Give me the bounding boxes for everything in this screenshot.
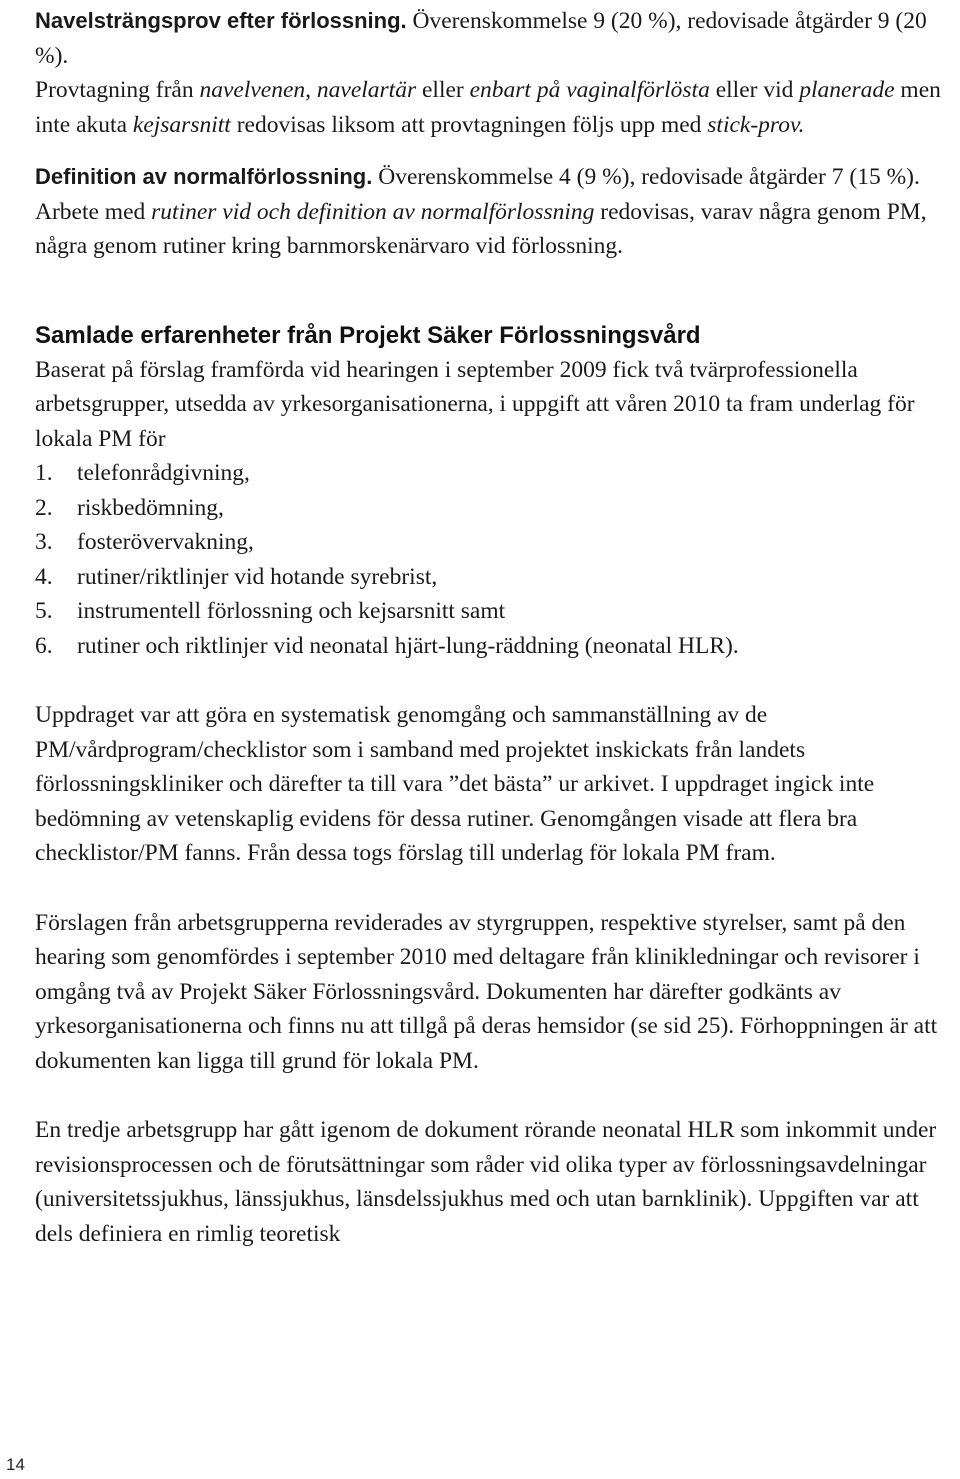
list-item	[35, 525, 960, 560]
navel-body-text: Provtagning från	[35, 77, 200, 103]
navel-body-italic: enbart på vaginalförlösta	[469, 77, 710, 103]
list-item-text: rutiner och riktlinjer vid neonatal hjärt-lung-räddning (neonatal HLR).	[77, 632, 739, 659]
definition-section-title: Definition av normalförlossning.	[35, 164, 373, 189]
document-page	[35, 4, 960, 1251]
body-paragraph-proposals: Förslagen från arbetsgrupperna reviderades av styrgruppen, respektive styrelser, samt på den hearing som genomfördes i september 2010 med deltagare från klinikledningar och revisorer i omgång två av Projekt Säker Förlossningsvård. Dokumenten har därefter godkänts av yrkesorganisationerna och finns nu att tillgå på deras hemsidor (se sid 25). Förhoppningen är att dokumenten kan ligga till grund för lokala PM.	[35, 909, 938, 1074]
navel-body-text: men inte akuta	[35, 77, 941, 138]
body-paragraph-assignment: Uppdraget var att göra en systematisk genomgång och sammanställning av de PM/vårdprogram/checklistor som i samband med projektet inskickats från landets förlossningskliniker och därefter ta till vara ”det bästa” ur arkivet. I uppdraget ingick inte bedömning av vetenskaplig evidens för dessa rutiner. Genomgången visade att flera bra checklistor/PM fanns. Från dessa togs förslag till underlag för lokala PM fram.	[35, 702, 875, 866]
page-number: 14	[6, 1455, 25, 1474]
definition-body-text: redovisas, varav några genom PM, några genom rutiner kring barnmorskenärvaro vid förlossning.	[35, 198, 927, 259]
navel-body-italic: planerade	[799, 77, 895, 103]
list-item-number: 2.	[35, 494, 53, 521]
pm-topic-list	[35, 456, 960, 663]
definition-paragraph-body	[35, 195, 960, 264]
list-item-number: 1.	[35, 460, 53, 486]
list-item	[35, 456, 960, 491]
navel-body-italic: navelvenen, navelartär	[199, 77, 417, 103]
list-item-text: fosterövervakning,	[77, 529, 254, 555]
navel-section-title: Navelsträngsprov efter förlossning.	[35, 8, 407, 33]
list-item-number: 3.	[35, 529, 53, 555]
list-item-number: 5.	[35, 598, 53, 624]
list-item	[35, 491, 960, 526]
list-item-text: telefonrådgivning,	[77, 460, 250, 486]
list-item-text: riskbedömning,	[77, 494, 224, 521]
body-paragraph-third-group: En tredje arbetsgrupp har gått igenom de dokument rörande neonatal HLR som inkommit under revisionsprocessen och de förutsättningar som råder vid olika typer av förlossningsavdelningar (universitetssjukhus, länssjukhus, länsdelssjukhus med och utan barnklinik). Uppgiften var att dels definiera en rimlig teoretisk	[35, 1117, 937, 1247]
navel-paragraph-summary	[35, 4, 960, 73]
navel-body-italic: kejsarsnitt	[132, 111, 231, 138]
definition-body-italic: rutiner vid och definition av normalförlossning	[151, 198, 595, 225]
list-item	[35, 594, 960, 629]
list-item	[35, 629, 960, 664]
navel-body-text: redovisas liksom att provtagningen följs upp med	[230, 111, 708, 138]
list-item-text: rutiner/riktlinjer vid hotande syrebrist,	[77, 563, 438, 590]
navel-body-text: eller	[416, 77, 470, 103]
intro-paragraph: Baserat på förslag framförda vid hearingen i september 2009 fick två tvärprofessionella arbetsgrupper, utsedda av yrkesorganisationerna, i uppgift att våren 2010 ta fram underlag för lokala PM för	[35, 356, 915, 452]
definition-paragraph-summary	[35, 160, 960, 195]
list-item	[35, 560, 960, 595]
navel-body-text: eller vid	[709, 77, 800, 103]
definition-summary: Överenskommelse 4 (9 %), redovisade åtgärder 7 (15 %).	[372, 164, 920, 190]
definition-body-text: Arbete med	[35, 198, 152, 225]
list-item-text: instrumentell förlossning och kejsarsnitt samt	[77, 598, 506, 624]
navel-summary: Överenskommelse 9 (20 %), redovisade åtgärder 9 (20 %).	[35, 8, 927, 69]
navel-paragraph-body	[35, 73, 960, 142]
navel-body-italic: stick-prov.	[707, 111, 805, 138]
list-item-number: 4.	[35, 563, 53, 590]
section-heading: Samlade erfarenheter från Projekt Säker Förlossningsvård	[35, 321, 701, 349]
list-item-number: 6.	[35, 632, 53, 659]
